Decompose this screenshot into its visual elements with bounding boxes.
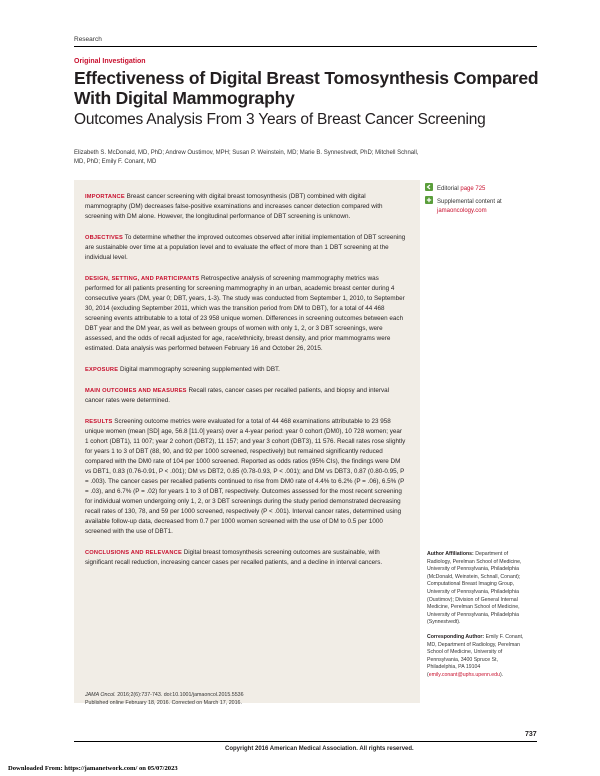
abstract-text: Digital breast tomosynthesis screening outcomes are sustainable, with significant recall reduction, increasing cancer cases per recalled patients, and a decline in interval cancers.	[85, 549, 383, 566]
abstract-results	[85, 417, 407, 537]
corresponding-text: Emily F. Conant, MD, Department of Radiology, Perelman School of Medicine, University of Pennsylvania, 3400 Spruce St, Philadelphia, PA 19104 (	[427, 633, 524, 678]
article-subtitle: Outcomes Analysis From 3 Years of Breast Cancer Screening	[74, 111, 486, 128]
editorial-link[interactable]: page 725	[460, 186, 486, 192]
article-title: Effectiveness of Digital Breast Tomosynthesis Compared With Digital Mammography	[74, 68, 539, 108]
abstract-objectives	[85, 233, 407, 263]
author-affiliations	[427, 551, 527, 687]
header-rule	[74, 46, 537, 47]
abstract-heading: RESULTS	[85, 419, 113, 425]
abstract-heading: IMPORTANCE	[85, 194, 125, 200]
supplemental-note	[425, 196, 547, 215]
editorial-note	[425, 183, 535, 194]
editorial-label: Editorial	[437, 186, 459, 192]
abstract-heading: OBJECTIVES	[85, 235, 124, 241]
abstract-text: Breast cancer screening with digital breast tomosynthesis (DBT) combined with digital mammography (DM) decreases false-positive examinations and increases cancer detection compared with screening with DM alone. However, the longitudinal performance of DBT screening is unknown.	[85, 193, 383, 220]
abstract-text: Retrospective analysis of screening mammography metrics was performed for all patients presenting for screening mammography in an urban, academic breast center during 4 consecutive years (DM, year 0; DBT, years, 1-3). The study was conducted from September 1, 2010, to September 30, 2014 (excluding September 2011, which was the transition period from DM to DBT), for a total of 44 468 screening events attributable to a total of 23 958 unique women. Differences in screening outcomes between each DBT year and the DM year, as well as between groups of women with only 1, 2, or 3 DBT screenings, were assessed, and the odds of recall adjusted for age, race/ethnicity, breast density, and prior mammograms were estimated. Data analysis was performed between February 16 and October 26, 2015.	[85, 275, 405, 352]
affiliations-text: Department of Radiology, Perelman School of Medicine, University of Pennsylvania, Philadelphia (McDonald, Weinstein, Schnall, Conant); Computational Breast Imaging Group, University of Pennsylvania, Philadelphia (Oustimov); Division of General Internal Medicine, Perelman School of Medicine, University of Pennsylvania, Philadelphia (Synnestvedt).	[427, 551, 522, 626]
download-notice: Downloaded From: https://jamanetwork.com/ on 05/07/2023	[8, 765, 178, 772]
citation	[85, 691, 415, 707]
abstract-importance	[85, 192, 407, 222]
journal-name: JAMA Oncol.	[85, 692, 116, 698]
abstract-heading: EXPOSURE	[85, 367, 119, 373]
corresponding-heading: Corresponding Author:	[427, 633, 485, 640]
copyright: Copyright 2016 American Medical Association. All rights reserved.	[225, 746, 414, 752]
section-label: Research	[74, 36, 102, 43]
abstract-text: Digital mammography screening supplemented with DBT.	[119, 366, 280, 373]
abstract-outcomes	[85, 386, 407, 406]
citation-details: 2016;2(6):737-743. doi:10.1001/jamaoncol.2015.5536	[117, 692, 244, 698]
footer-rule	[74, 741, 537, 742]
article-kicker: Original Investigation	[74, 58, 146, 65]
abstract-heading: CONCLUSIONS AND RELEVANCE	[85, 550, 182, 556]
abstract-heading: MAIN OUTCOMES AND MEASURES	[85, 388, 187, 394]
abstract-text: Recall rates, cancer cases per recalled patients, and biopsy and interval cancer rates were determined.	[85, 387, 389, 404]
affiliations-heading: Author Affiliations:	[427, 551, 474, 557]
abstract-design	[85, 274, 407, 354]
supplemental-label: Supplemental content at	[437, 199, 502, 205]
publication-date: Published online February 18, 2016. Corrected on March 17, 2016.	[85, 700, 242, 706]
abstract-text: Screening outcome metrics were evaluated for a total of 44 468 examinations attributable to 23 958 unique women (mean [SD] age, 56.8 [11.0] years) over a 4-year period: year 0 cohort (DM0), 10 728 women; year 1 cohort (DBT1), 11 007; year 2 cohort (DBT2), 11 157; and year 3 cohort (DBT3), 11 576. Recall rates rose slightly for years 1 to 3 of DBT (88, 90, and 92 per 1000 screened, respectively) but remained significantly reduced compared with the DM0 rate of 104 per 1000 screened. Reported as odds ratios (95% CIs), the findings were DM vs DBT1, 0.83 (0.76-0.91, P < .001); DM vs DBT2, 0.85 (0.78-0.93, P < .001); and DM vs DBT3, 0.87 (0.80-0.95, P = .003). The cancer cases per recalled patients continued to rise from DM0 rate of 4.4% to 6.2% (P = .06), 6.5% (P = .03), and 6.7% (P = .02) for years 1 to 3 of DBT, respectively. Outcomes assessed for the most recent screening for individual women undergoing only 1, 2, or 3 DBT screenings during the study period demonstrated decreasing recall rates of 130, 78, and 59 per 1000 screened, respectively (P < .001). Interval cancer rates, determined using available follow-up data, decreased from 0.7 per 1000 women screened with the use of DM to 0.5 per 1000 screened with the use of DBT1.	[85, 418, 406, 535]
abstract-exposure	[85, 365, 407, 375]
supplemental-link[interactable]: jamaoncology.com	[437, 207, 487, 214]
abstract-heading: DESIGN, SETTING, AND PARTICIPANTS	[85, 276, 200, 282]
abstract-text: To determine whether the improved outcomes observed after initial implementation of DBT screening are sustainable over time at a population level and to evaluate the effect of more than 1 DBT screening at the individual level.	[85, 234, 406, 261]
author-list: Elizabeth S. McDonald, MD, PhD; Andrew Oustimov, MPH; Susan P. Weinstein, MD; Marie B. Synnestvedt, PhD; Mitchell Schnall, MD, PhD; Emily F. Conant, MD	[74, 150, 419, 165]
editorial-arrow-icon	[425, 183, 433, 191]
abstract	[85, 192, 407, 579]
abstract-conclusions	[85, 548, 407, 568]
corresponding-end: ).	[499, 671, 504, 678]
corresponding-email[interactable]: emily.conant@uphs.upenn.edu	[428, 671, 500, 678]
plus-icon	[425, 196, 433, 204]
page-number: 737	[525, 731, 537, 738]
